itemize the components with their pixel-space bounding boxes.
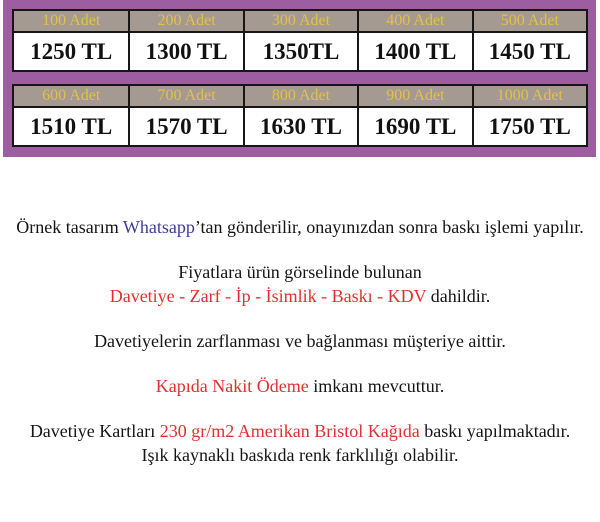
whatsapp-text: Whatsapp <box>122 217 195 237</box>
included-items-text: Davetiye - Zarf - İp - İsimlik - Baskı - KDV <box>109 286 427 306</box>
price-cell: 1690 TL <box>357 108 471 145</box>
qty-cell: 800 Adet <box>243 86 357 108</box>
price-cell: 1750 TL <box>472 108 586 145</box>
note-text: ’tan gönderilir, onayınızdan sonra baskı işlemi yapılır. <box>194 217 584 237</box>
note-text: Işık kaynaklı baskıda renk farklılığı olabilir. <box>141 445 459 465</box>
qty-cell: 500 Adet <box>472 11 586 33</box>
qty-cell: 300 Adet <box>243 11 357 33</box>
info-notes <box>0 215 600 467</box>
price-cell: 1350TL <box>243 33 357 70</box>
note-paper-type <box>0 419 600 467</box>
note-text: Davetiyelerin zarflanması ve bağlanması müşteriye aittir. <box>94 331 506 351</box>
note-text: imkanı mevcuttur. <box>308 376 445 396</box>
qty-cell: 200 Adet <box>128 11 242 33</box>
price-cell: 1570 TL <box>128 108 242 145</box>
price-cell: 1400 TL <box>357 33 471 70</box>
note-text: baskı yapılmaktadır. <box>419 421 571 441</box>
note-text: dahildir. <box>426 286 491 306</box>
note-text: Fiyatlara ürün görselinde bulunan <box>178 262 422 282</box>
price-cell: 1300 TL <box>128 33 242 70</box>
price-banner <box>3 0 596 157</box>
price-table-row-2 <box>12 84 588 147</box>
price-cell: 1510 TL <box>14 108 128 145</box>
note-cash-on-delivery <box>0 374 600 398</box>
qty-cell: 600 Adet <box>14 86 128 108</box>
qty-cell: 700 Adet <box>128 86 242 108</box>
note-customer-responsibility <box>0 329 600 353</box>
qty-cell: 100 Adet <box>14 11 128 33</box>
qty-cell: 900 Adet <box>357 86 471 108</box>
qty-cell: 1000 Adet <box>472 86 586 108</box>
price-cell: 1450 TL <box>472 33 586 70</box>
paper-spec-text: 230 gr/m2 Amerikan Bristol Kağıda <box>159 421 420 441</box>
note-design-approval <box>0 215 600 239</box>
price-cell: 1630 TL <box>243 108 357 145</box>
note-text: Davetiye Kartları <box>29 421 160 441</box>
price-cell: 1250 TL <box>14 33 128 70</box>
qty-cell: 400 Adet <box>357 11 471 33</box>
price-table-row-1 <box>12 9 588 72</box>
cash-on-delivery-text: Kapıda Nakit Ödeme <box>155 376 309 396</box>
note-text: Örnek tasarım <box>16 217 123 237</box>
note-price-includes <box>0 260 600 308</box>
